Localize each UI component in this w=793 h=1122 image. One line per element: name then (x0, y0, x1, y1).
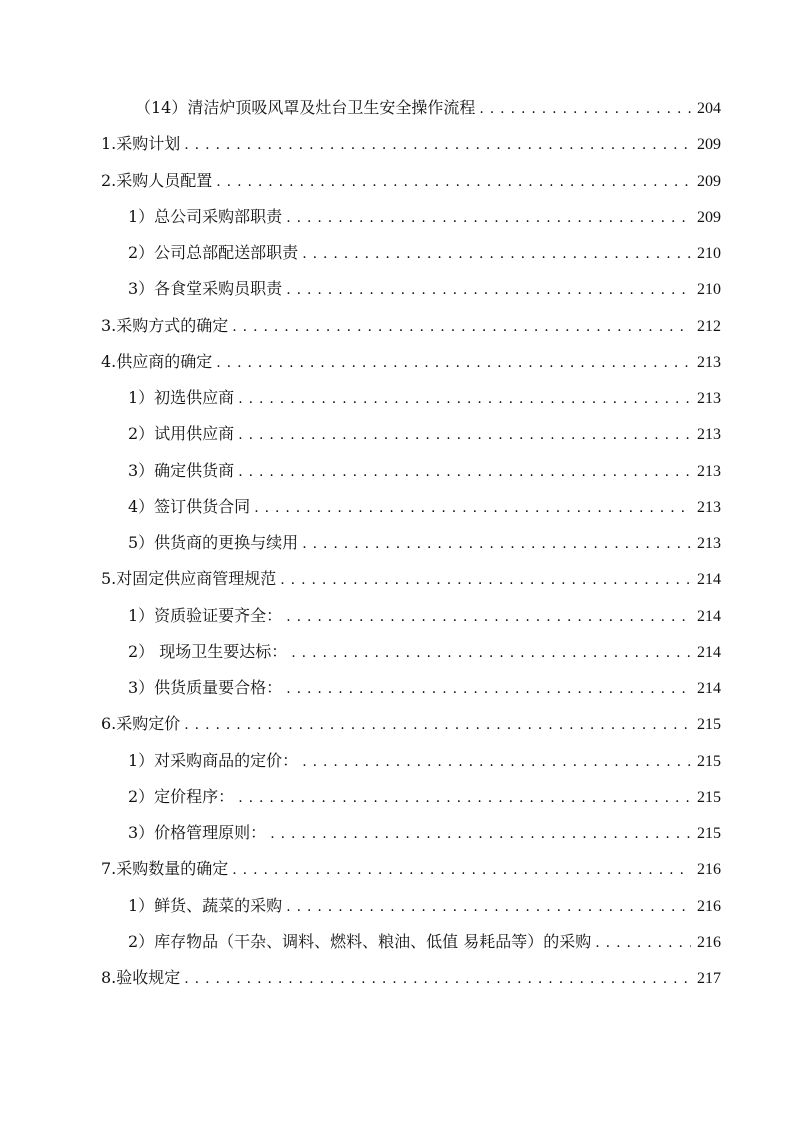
dot-leader (291, 641, 691, 665)
toc-entry-page: 216 (697, 933, 721, 951)
toc-entry-title: 4.供应商的确定 (101, 351, 213, 371)
toc-entry[interactable] (101, 386, 721, 422)
toc-entry-title: 3.采购方式的确定 (101, 315, 229, 335)
toc-entry[interactable] (101, 531, 721, 567)
toc-entry-page: 214 (697, 571, 721, 589)
toc-entry-page: 213 (697, 353, 721, 371)
toc-entry-page: 210 (697, 245, 721, 262)
toc-entry[interactable] (101, 930, 721, 966)
toc-entry[interactable] (101, 966, 721, 1002)
toc-entry-title: 3）确定供货商 (128, 460, 235, 480)
dot-leader (302, 750, 691, 774)
dot-leader (216, 351, 691, 375)
toc-entry[interactable] (101, 132, 721, 168)
dot-leader (479, 97, 691, 121)
toc-entry-title: 2） 现场卫生要达标： (128, 641, 288, 661)
toc-entry-page: 213 (697, 535, 721, 552)
toc-entry[interactable] (101, 857, 721, 893)
dot-leader (216, 170, 691, 194)
toc-entry[interactable] (101, 821, 721, 857)
table-of-contents (101, 96, 721, 1002)
toc-entry-page: 215 (697, 825, 721, 842)
toc-entry-title: 7.采购数量的确定 (101, 859, 229, 879)
toc-entry[interactable] (101, 785, 721, 821)
toc-entry[interactable] (101, 277, 721, 313)
toc-entry-title: 3）供货质量要合格： (128, 678, 283, 697)
dot-leader (286, 677, 691, 701)
toc-entry-page: 213 (697, 390, 721, 407)
toc-entry[interactable] (101, 422, 721, 458)
toc-entry-title: 5）供货商的更换与续用 (128, 533, 299, 552)
toc-entry-title: 4）签订供货合同 (128, 496, 251, 516)
toc-entry-title: 1）总公司采购部职责 (128, 206, 283, 226)
dot-leader (286, 605, 691, 629)
toc-entry-title: 1）鲜货、蔬菜的采购 (128, 895, 283, 915)
toc-entry-page: 213 (697, 426, 721, 444)
toc-entry-page: 204 (697, 100, 721, 117)
toc-entry[interactable] (101, 712, 721, 748)
toc-entry[interactable] (101, 205, 721, 241)
toc-entry[interactable] (101, 604, 721, 640)
toc-entry-title: 2）试用供应商 (128, 424, 235, 444)
dot-leader (286, 206, 691, 230)
toc-entry[interactable] (101, 749, 721, 785)
dot-leader (238, 387, 691, 411)
toc-entry-page: 216 (697, 897, 721, 915)
toc-entry-title: 2.采购人员配置 (101, 170, 213, 190)
dot-leader (238, 423, 691, 447)
toc-entry[interactable] (101, 169, 721, 205)
toc-entry-page: 215 (697, 716, 721, 734)
toc-entry-title: （14）清洁炉顶吸风罩及灶台卫生安全操作流程 (135, 98, 476, 117)
toc-entry-title: 1）初选供应商 (128, 388, 235, 407)
toc-entry[interactable] (101, 459, 721, 495)
toc-entry-title: 6.采购定价 (101, 714, 181, 734)
toc-entry-title: 5.对固定供应商管理规范 (101, 569, 277, 589)
toc-entry-page: 216 (697, 861, 721, 879)
toc-entry-title: 3）价格管理原则： (128, 823, 267, 842)
dot-leader (280, 568, 691, 592)
toc-entry-page: 209 (697, 208, 721, 226)
toc-entry-page: 214 (697, 607, 721, 625)
toc-entry-page: 215 (697, 788, 721, 806)
toc-entry[interactable] (101, 241, 721, 277)
toc-entry[interactable] (101, 495, 721, 531)
dot-leader (238, 786, 691, 810)
toc-entry[interactable] (101, 894, 721, 930)
toc-entry-page: 213 (697, 498, 721, 516)
toc-entry[interactable] (101, 96, 721, 132)
dot-leader (270, 822, 691, 846)
toc-entry-page: 214 (697, 643, 721, 661)
toc-entry[interactable] (101, 350, 721, 386)
dot-leader (232, 315, 691, 339)
toc-entry-title: 2）库存物品（干杂、调料、燃料、粮油、低值 易耗品等）的采购 (128, 931, 592, 951)
toc-entry[interactable] (101, 567, 721, 603)
toc-entry-title: 8.验收规定 (101, 968, 181, 987)
dot-leader (286, 278, 691, 302)
toc-entry-title: 1.采购计划 (101, 134, 181, 154)
toc-entry-page: 215 (697, 752, 721, 770)
toc-entry[interactable] (101, 640, 721, 676)
toc-entry-title: 3）各食堂采购员职责 (128, 279, 283, 299)
toc-entry[interactable] (101, 676, 721, 712)
dot-leader (595, 931, 691, 955)
toc-entry-title: 2）公司总部配送部职责 (128, 243, 299, 262)
toc-entry-page: 213 (697, 462, 721, 480)
toc-entry-title: 1）对采购商品的定价： (128, 750, 299, 770)
toc-entry-page: 210 (697, 281, 721, 299)
toc-entry-page: 217 (697, 970, 721, 987)
dot-leader (302, 242, 691, 266)
toc-entry-page: 209 (697, 136, 721, 154)
toc-entry[interactable] (101, 314, 721, 350)
dot-leader (238, 460, 691, 484)
toc-entry-page: 209 (697, 172, 721, 190)
dot-leader (232, 858, 691, 882)
toc-entry-page: 212 (697, 317, 721, 335)
toc-entry-title: 2）定价程序： (128, 786, 235, 806)
dot-leader (184, 133, 691, 157)
dot-leader (286, 895, 691, 919)
dot-leader (184, 967, 691, 991)
dot-leader (184, 713, 691, 737)
toc-entry-page: 214 (697, 680, 721, 697)
dot-leader (254, 496, 691, 520)
dot-leader (302, 532, 691, 556)
toc-entry-title: 1）资质验证要齐全： (128, 605, 283, 625)
